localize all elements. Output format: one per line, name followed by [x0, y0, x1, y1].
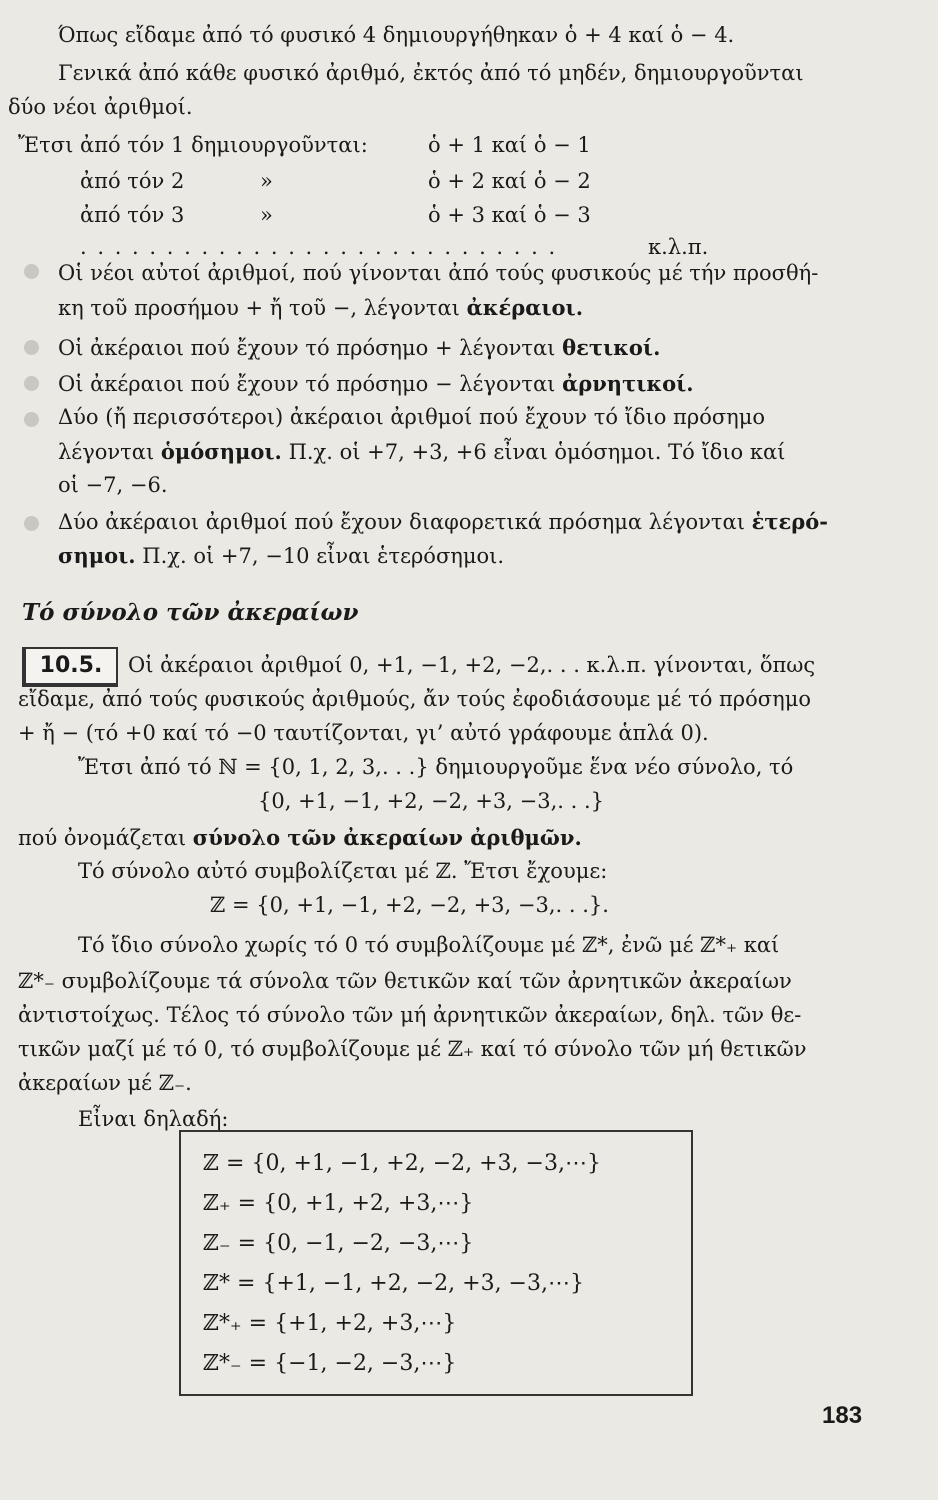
- text-span: Οἱ ἀκέραιοι πού ἔχουν τό πρόσημο + λέγονται: [58, 336, 556, 360]
- box-row: ℤ*₊ = {+1, +2, +3,⋯}: [203, 1311, 457, 1336]
- bullet-icon: [24, 516, 39, 531]
- term-same-sign: ὁμόσημοι.: [160, 439, 282, 464]
- text-line: [18, 822, 582, 854]
- section-title: Τό σύνολο τῶν ἀκεραίων: [22, 599, 359, 626]
- box-row: ℤ*₋ = {−1, −2, −3,⋯}: [203, 1351, 457, 1376]
- text-line: Ἔτσι ἀπό τό ℕ = {0, 1, 2, 3,. . .} δημιουργοῦμε ἕνα νέο σύνολο, τό: [78, 755, 794, 779]
- text-line: εἴδαμε, ἀπό τούς φυσικούς ἀριθμούς, ἄν τούς ἐφοδιάσουμε μέ τό πρόσημο: [18, 687, 812, 711]
- text-line: [58, 368, 694, 400]
- bullet-icon: [24, 264, 39, 279]
- text-line: οἱ −7, −6.: [58, 473, 168, 497]
- text-span: πού ὀνομάζεται: [18, 826, 187, 850]
- text-line: Οἱ νέοι αὐτοί ἀριθμοί, πού γίνονται ἀπό τούς φυσικούς μέ τήν προσθή-: [58, 261, 819, 285]
- text-line: δύο νέοι ἀριθμοί.: [8, 95, 193, 119]
- term-set-of-integers: σύνολο τῶν ἀκεραίων ἀριθμῶν.: [192, 825, 582, 850]
- box-row: ℤ* = {+1, −1, +2, −2, +3, −3,⋯}: [203, 1271, 584, 1296]
- text-line: [58, 332, 660, 364]
- set-display: ℤ = {0, +1, −1, +2, −2, +3, −3,. . .}.: [210, 893, 609, 917]
- table-row-right: ὁ + 1 καί ὁ − 1: [428, 133, 591, 157]
- text-line: Εἶναι δηλαδή:: [78, 1107, 229, 1131]
- table-row-left: Ἔτσι ἀπό τόν 1 δημιουργοῦνται:: [18, 133, 368, 157]
- box-row: ℤ = {0, +1, −1, +2, −2, +3, −3,⋯}: [203, 1151, 601, 1176]
- text-line: Τό ἴδιο σύνολο χωρίς τό 0 τό συμβολίζουμε μέ ℤ*, ἐνῶ μέ ℤ*₊ καί: [78, 933, 780, 957]
- text-span: κη τοῦ προσήμου + ἤ τοῦ −, λέγονται: [58, 296, 460, 320]
- text-line: [58, 540, 504, 572]
- bullet-icon: [24, 376, 39, 391]
- text-line: Τό σύνολο αὐτό συμβολίζεται μέ ℤ. Ἔτσι ἔχουμε:: [78, 859, 608, 883]
- text-line: [58, 436, 785, 468]
- set-display: {0, +1, −1, +2, −2, +3, −3,. . .}: [258, 789, 604, 813]
- ditto-mark: »: [260, 203, 273, 227]
- term-opposite-sign: ἑτερό-: [751, 509, 828, 534]
- etc-label: κ.λ.π.: [648, 235, 709, 259]
- table-row-left: ἀπό τόν 3: [80, 203, 185, 227]
- text-line: τικῶν μαζί μέ τό 0, τό συμβολίζουμε μέ ℤ₊ καί τό σύνολο τῶν μή θετικῶν: [18, 1037, 807, 1061]
- text-span: Οἱ ἀκέραιοι πού ἔχουν τό πρόσημο − λέγονται: [58, 372, 556, 396]
- bullet-icon: [24, 340, 39, 355]
- box-row: ℤ₋ = {0, −1, −2, −3,⋯}: [203, 1231, 474, 1256]
- table-row-right: ὁ + 3 καί ὁ − 3: [428, 203, 591, 227]
- text-span: Π.χ. οἱ +7, +3, +6 εἶναι ὁμόσημοι. Τό ἴδιο καί: [288, 440, 786, 464]
- text-line: [58, 292, 583, 324]
- text-line: Δύο (ἤ περισσότεροι) ἀκέραιοι ἀριθμοί πού ἔχουν τό ἴδιο πρόσημο: [58, 405, 766, 429]
- text-span: Π.χ. οἱ +7, −10 εἶναι ἑτερόσημοι.: [142, 544, 505, 568]
- text-line: + ἤ − (τό +0 καί τό −0 ταυτίζονται, γι’ αὐτό γράφουμε ἁπλά 0).: [18, 721, 709, 745]
- summary-box: [179, 1130, 693, 1396]
- text-line: [58, 506, 828, 538]
- term-opposite-sign-end: σημοι.: [58, 543, 136, 568]
- text-line: Γενικά ἀπό κάθε φυσικό ἀριθμό, ἐκτός ἀπό τό μηδέν, δημιουργοῦνται: [58, 61, 804, 85]
- text-line: Όπως εἴδαμε ἀπό τό φυσικό 4 δημιουργήθηκαν ὁ + 4 καί ὁ − 4.: [58, 23, 735, 47]
- text-line: ℤ*₋ συμβολίζουμε τά σύνολα τῶν θετικῶν καί τῶν ἀρνητικῶν ἀκεραίων: [18, 969, 792, 993]
- term-integers: ἀκέραιοι.: [466, 295, 584, 320]
- text-line: ἀκεραίων μέ ℤ₋.: [18, 1071, 192, 1095]
- ditto-mark: »: [260, 169, 273, 193]
- dotted-leader: . . . . . . . . . . . . . . . . . . . . . . . . . . . .: [80, 235, 558, 259]
- section-number-badge: 10.5.: [22, 647, 118, 687]
- term-positive: θετικοί.: [562, 335, 661, 360]
- text-line: Οἱ ἀκέραιοι ἀριθμοί 0, +1, −1, +2, −2,. . . κ.λ.π. γίνονται, ὅπως: [128, 653, 816, 677]
- term-negative: ἀρνητικοί.: [562, 371, 694, 396]
- table-row-left: ἀπό τόν 2: [80, 169, 185, 193]
- text-line: ἀντιστοίχως. Τέλος τό σύνολο τῶν μή ἀρνητικῶν ἀκεραίων, δηλ. τῶν θε-: [18, 1003, 802, 1027]
- box-row: ℤ₊ = {0, +1, +2, +3,⋯}: [203, 1191, 474, 1216]
- table-row-right: ὁ + 2 καί ὁ − 2: [428, 169, 591, 193]
- text-span: Δύο ἀκέραιοι ἀριθμοί πού ἔχουν διαφορετικά πρόσημα λέγονται: [58, 510, 745, 534]
- page-number: 183: [822, 1402, 863, 1429]
- bullet-icon: [24, 412, 39, 427]
- text-span: λέγονται: [58, 440, 155, 464]
